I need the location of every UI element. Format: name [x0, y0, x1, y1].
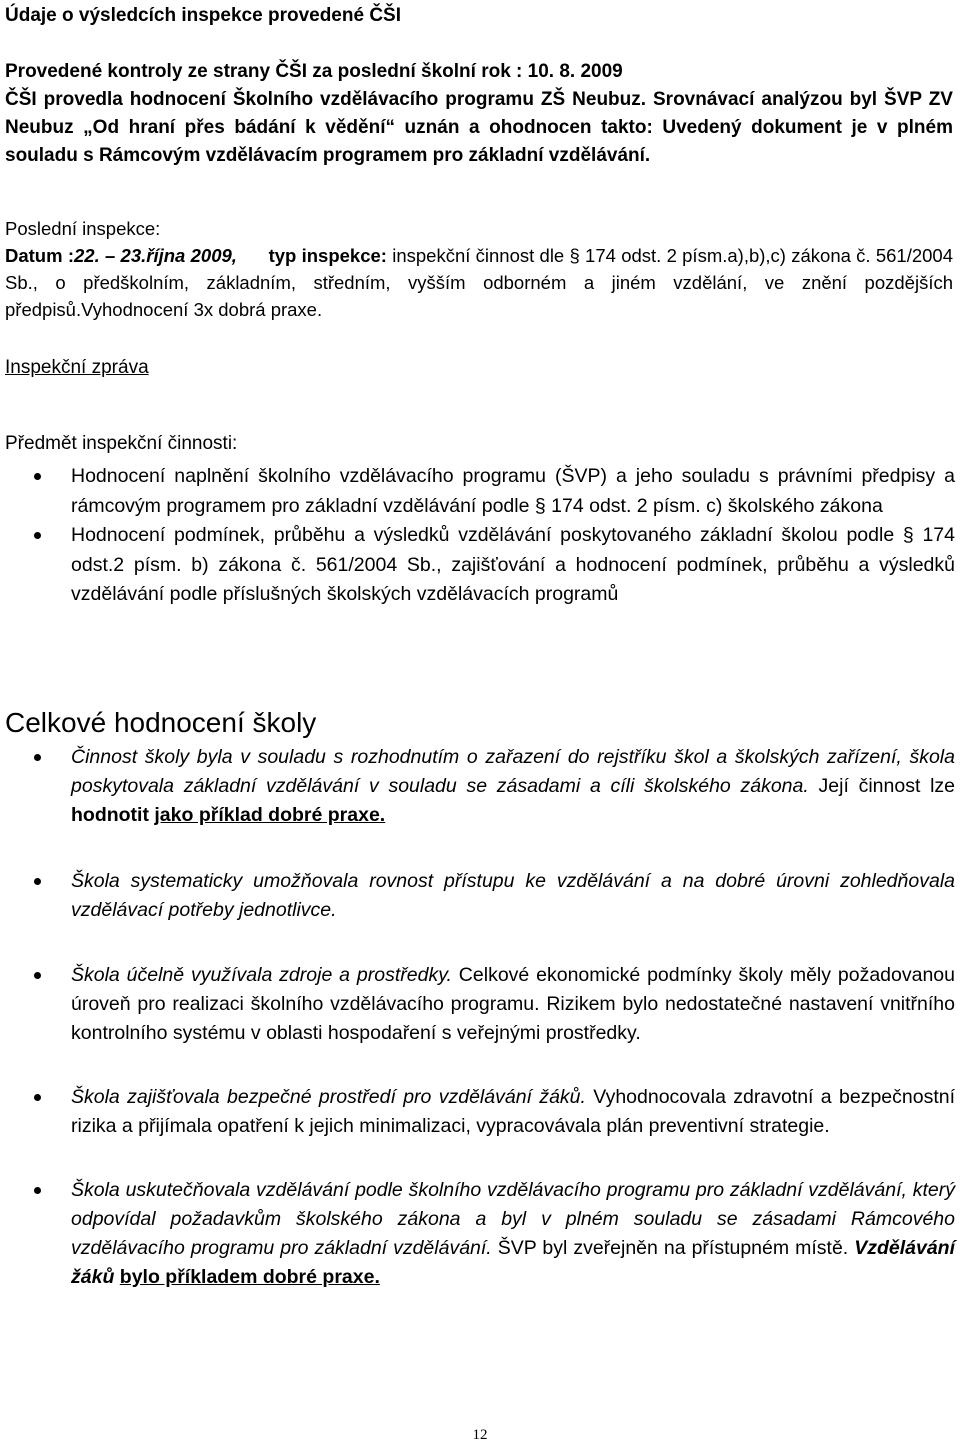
- overall-item-bold-underline: bylo příkladem dobré praxe.: [119, 1266, 380, 1288]
- list-item: [0, 867, 955, 925]
- date-label: Datum :: [5, 245, 74, 266]
- subject-item-text: Hodnocení podmínek, průběhu a výsledků vzdělávání poskytovaného základní školou podle § 174 odst.2 písm. b) zákona č. 561/2004 Sb.: [71, 524, 955, 576]
- subject-item-text: Hodnocení naplnění školního vzdělávacího programu (ŠVP) a jeho souladu s právními předpisy a rámcovým programem pro základní vzdělávání podle § 174 odst. 2 písm. c) školského zákona: [71, 465, 955, 517]
- subject-list: [0, 462, 955, 610]
- last-inspection-heading: Poslední inspekce:: [5, 218, 161, 239]
- last-inspection-details: [5, 242, 953, 323]
- list-item: [0, 1083, 955, 1141]
- overall-item-italic: Škola systematicky umožňovala rovnost přístupu ke vzdělávání a na dobré úrovni zohledňovala vzdělávací potřeby jednotlivce.: [71, 870, 955, 921]
- bullet-icon: [34, 878, 41, 885]
- subject-item-text-cont: , zajišťování a hodnocení podmínek, průběhu a výsledků vzdělávání podle příslušných školských vzdělávacích programů: [71, 553, 955, 605]
- overall-title: Celkové hodnocení školy: [5, 707, 317, 738]
- bullet-icon: [34, 1094, 41, 1101]
- overall-item-italic: Činnost školy byla v souladu s rozhodnutím o zařazení do rejstříku škol a školských zařízení, škola poskytovala základní vzdělávání v souladu se zásadami a cíli školského zákona.: [71, 746, 955, 797]
- overall-item-bold: hodnotit: [71, 804, 149, 826]
- overall-item-bold-underline: jako příklad dobré praxe.: [154, 804, 386, 826]
- bullet-icon: [34, 532, 41, 539]
- overall-item-normal: Celkové ekonomické podmínky školy měly požadovanou úroveň pro realizaci školního vzdělávacího programu. Rizikem bylo nedostatečné nastavení vnitřního kontrolního systému v oblasti hospodaření s veřejnými prostředky.: [71, 964, 955, 1044]
- last-inspection-block: [5, 215, 953, 323]
- intro-paragraph: [5, 58, 953, 170]
- type-label: typ inspekce:: [268, 245, 387, 266]
- list-item: [0, 462, 955, 521]
- intro-line-last-controls: Provedené kontroly ze strany ČŠI za poslední školní rok : 10. 8. 2009: [5, 61, 623, 82]
- overall-item-italic: Škola uskutečňovala vzdělávání podle školního vzdělávacího programu pro základní vzdělávání, který odpovídal požadavkům školského zákona a byl v plném souladu se zásadami Rámcového vzdělávacího programu pro základní vzdělávání.: [71, 1179, 955, 1259]
- overall-item-bold-italic: Vzdělávání žáků: [71, 1237, 955, 1288]
- overall-item-normal: Její činnost lze: [808, 775, 956, 797]
- inspection-report-link[interactable]: Inspekční zpráva: [5, 357, 149, 378]
- overall-list: [0, 743, 955, 1292]
- evaluation-text: Vyhodnocení 3x dobrá praxe.: [81, 299, 323, 320]
- type-text-2: , o předškolním, základním, středním, vyšším odborném a jiném vzdělání, ve znění pozdějších předpisů.: [5, 272, 953, 320]
- type-text-1: inspekční činnost dle § 174 odst. 2 písm.a),b),c) zákona č. 561/2004 Sb.: [5, 245, 953, 293]
- overall-item-normal: Vyhodnocovala zdravotní a bezpečnostní rizika a přijímala opatření k jejich minimalizaci, vypracovávala plán preventivní strategie.: [71, 1086, 955, 1137]
- list-item: [0, 521, 955, 610]
- bullet-icon: [34, 1187, 41, 1194]
- page-number: 12: [472, 1427, 488, 1443]
- intro-text: ČŠI provedla hodnocení Školního vzdělávacího programu ZŠ Neubuz. Srovnávací analýzou byl ŠVP ZV Neubuz „Od hraní přes bádání k vědění“ uznán a ohodnocen takto: Uvedený dokument je v plném souladu s Rámcovým vzdělávacím programem pro základní vzdělávání.: [5, 89, 953, 166]
- bullet-icon: [34, 972, 41, 979]
- list-item: [0, 1176, 955, 1292]
- overall-item-italic: Škola zajišťovala bezpečné prostředí pro vzdělávání žáků.: [71, 1086, 586, 1108]
- document-title: Údaje o výsledcích inspekce provedené ČŠI: [5, 5, 401, 26]
- overall-item-normal: ŠVP byl zveřejněn na přístupném místě.: [491, 1237, 855, 1259]
- subject-title: Předmět inspekční činnosti:: [5, 433, 238, 454]
- bullet-icon: [34, 754, 41, 761]
- overall-item-italic: Škola účelně využívala zdroje a prostředky.: [71, 964, 452, 986]
- list-item: [0, 961, 955, 1048]
- list-item: [0, 743, 955, 830]
- bullet-icon: [34, 473, 41, 480]
- date-value: 22. – 23.října 2009,: [74, 245, 237, 266]
